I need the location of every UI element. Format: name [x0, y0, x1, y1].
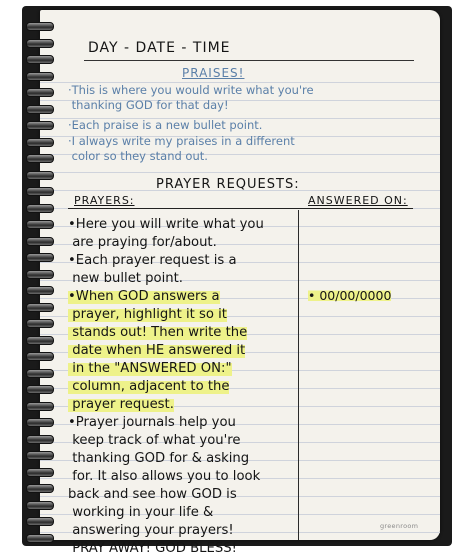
columns-underline — [68, 208, 413, 209]
answered-column-heading: ANSWERED ON: — [308, 194, 408, 207]
prayer-line: thanking GOD for & asking — [68, 451, 250, 466]
spiral-ring — [26, 435, 54, 444]
prayer-line: •Prayer journals help you — [68, 415, 236, 430]
praise-line: ·I always write my praises in a different — [68, 134, 295, 148]
spiral-ring — [26, 418, 54, 427]
spiral-ring — [26, 72, 54, 81]
spiral-ring — [26, 484, 54, 493]
prayer-line: answering your prayers! — [68, 523, 234, 538]
spiral-ring — [26, 39, 54, 48]
prayer-line: •Here you will write what you — [68, 217, 264, 232]
praise-line: ·Each praise is a new bullet point. — [68, 118, 263, 132]
spiral-ring — [26, 336, 54, 345]
spiral-ring — [26, 204, 54, 213]
highlighted-prayer-line: date when HE answered it — [68, 343, 246, 358]
header-underline — [84, 60, 414, 61]
spiral-ring — [26, 187, 54, 196]
praise-line: thanking GOD for that day! — [68, 98, 229, 112]
praise-line: ·This is where you would write what you're — [68, 83, 314, 97]
spiral-ring — [26, 501, 54, 510]
praises-heading: PRAISES! — [182, 66, 245, 80]
highlighted-prayer-line: stands out! Then write the — [68, 325, 248, 340]
spiral-ring — [26, 286, 54, 295]
page-header: DAY - DATE - TIME — [88, 40, 231, 56]
spiral-ring — [26, 468, 54, 477]
brand-mark: greenroom — [380, 522, 419, 530]
spiral-ring — [26, 154, 54, 163]
answered-column-divider — [298, 210, 299, 540]
spiral-ring — [26, 55, 54, 64]
highlighted-prayer-line: •When GOD answers a — [68, 289, 220, 304]
spiral-ring — [26, 220, 54, 229]
spiral-ring — [26, 534, 54, 543]
notebook-page — [40, 10, 440, 556]
spiral-ring — [26, 171, 54, 180]
spiral-ring — [26, 517, 54, 526]
prayer-line: new bullet point. — [68, 271, 183, 286]
prayer-line: keep track of what you're — [68, 433, 241, 448]
spiral-ring — [26, 88, 54, 97]
prayer-line: •Each prayer request is a — [68, 253, 237, 268]
spiral-ring — [26, 352, 54, 361]
prayer-line: for. It also allows you to look — [68, 469, 261, 484]
highlighted-prayer-line: column, adjacent to the — [68, 379, 230, 394]
spiral-ring — [26, 138, 54, 147]
spiral-ring — [26, 402, 54, 411]
spiral-ring — [26, 303, 54, 312]
spiral-ring — [26, 451, 54, 460]
prayer-line: PRAY AWAY! GOD BLESS! — [68, 541, 237, 556]
answered-date: • 00/00/0000 — [308, 288, 392, 303]
highlighted-prayer-line: prayer request. — [68, 397, 174, 412]
prayer-line: working in your life & — [68, 505, 214, 520]
spiral-ring — [26, 22, 54, 31]
prayer-line: are praying for/about. — [68, 235, 217, 250]
spiral-ring — [26, 105, 54, 114]
spiral-ring — [26, 121, 54, 130]
spiral-ring — [26, 270, 54, 279]
prayers-column-heading: PRAYERS: — [74, 194, 135, 207]
prayer-line: back and see how GOD is — [68, 487, 237, 502]
spiral-ring — [26, 237, 54, 246]
ruled-line — [40, 172, 440, 173]
highlighted-prayer-line: prayer, highlight it so it — [68, 307, 227, 322]
highlighted-prayer-line: in the "ANSWERED ON:" — [68, 361, 232, 376]
spiral-ring — [26, 253, 54, 262]
spiral-ring — [26, 319, 54, 328]
praise-line: color so they stand out. — [68, 149, 208, 163]
prayer-requests-title: PRAYER REQUESTS: — [156, 177, 300, 192]
spiral-ring — [26, 369, 54, 378]
spiral-ring — [26, 385, 54, 394]
spiral-binding — [26, 14, 54, 542]
